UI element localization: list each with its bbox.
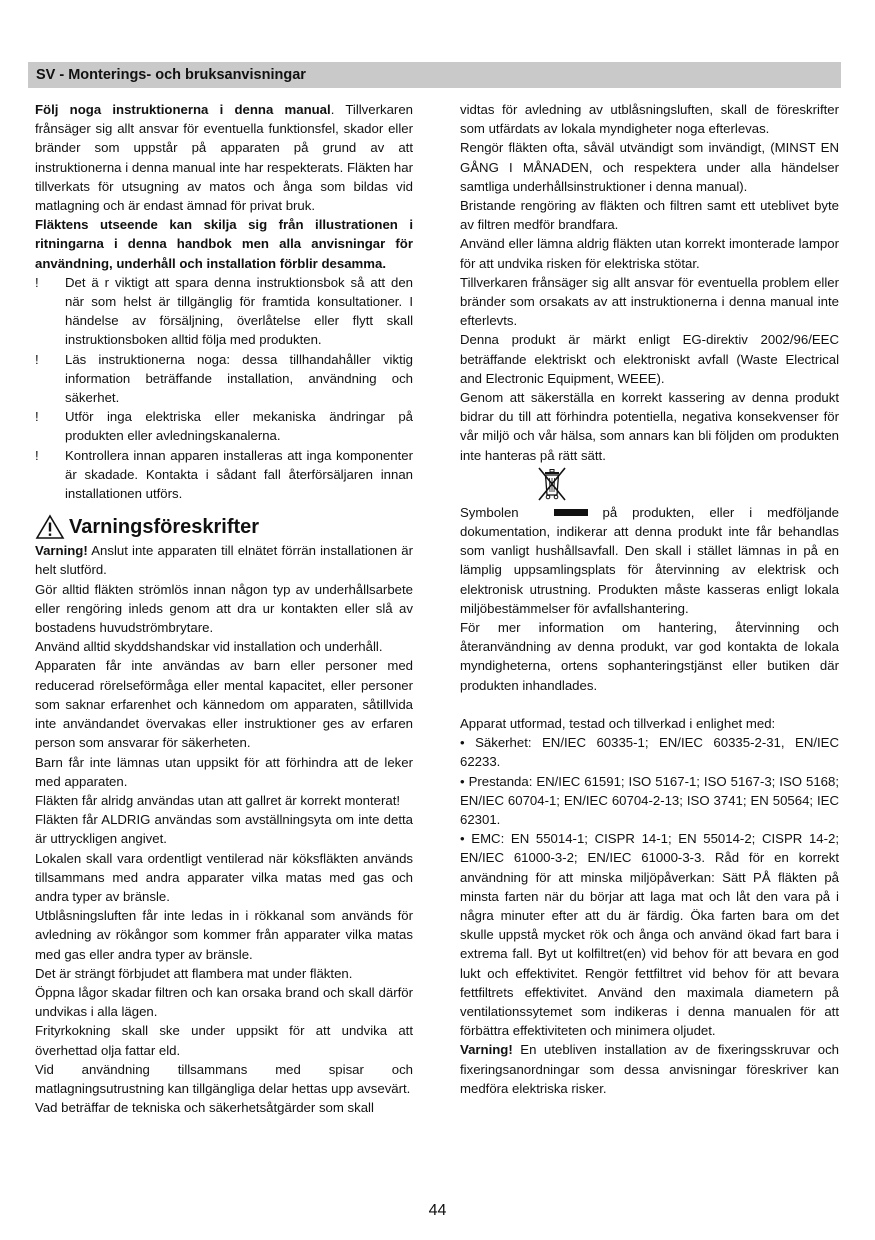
safety-paragraph: Fläkten får ALDRIG användas som avställningsyta om inte detta är uttryckligen angivet. <box>35 812 413 847</box>
weee-symbol-area <box>460 465 839 503</box>
safety-paragraph: Vad beträffar de tekniska och säkerhetsåtgärder som skall <box>35 1100 374 1116</box>
illustration-notice: Fläktens utseende kan skilja sig från illustrationen i ritningarna i denna handbok men alla anvisningar för användning, underhåll och installation förblir desamma. <box>35 217 413 271</box>
symbol-paragraph: dokumentation, indikerar att denna produkt inte får behandlas som vanligt hushållsavfall. Den skall i stället lämnas in på en lämplig uppsamlingsplats för återvinning av elektrisk och elektronisk utrustning. Produkten måste kasseras enligt lokala miljöbestämmelser för avfallshantering. <box>460 524 839 616</box>
maintenance-paragraph: vidtas för avledning av utblåsningsluften, skall de föreskrifter som utfärdats av lokala myndigheter noga efterlevas. <box>460 102 839 137</box>
bullet-item: ! Kontrollera innan apparen installeras att inga komponenter är skadade. Kontakta i sådant fall återförsäljaren innan installationen utförs. <box>35 446 413 504</box>
page-header <box>28 62 841 88</box>
left-column <box>35 100 413 1117</box>
intro-bold: Följ noga instruktionerna i denna manual <box>35 102 331 117</box>
safety-paragraph: Använd alltid skyddshandskar vid installation och underhåll. <box>35 639 383 655</box>
exclamation-icon: ! <box>35 447 39 463</box>
warning-triangle-icon <box>35 514 65 540</box>
bullet-item: ! Läs instruktionerna noga: dessa tillhandahåller viktig information beträffande installation, användning och säkerhet. <box>35 350 413 408</box>
safety-paragraph: Barn får inte lämnas utan uppsikt för att förhindra att de leker med apparaten. <box>35 754 413 789</box>
safety-paragraph: Fläkten får alridg användas utan att gallret är korrekt monterat! <box>35 792 401 808</box>
page-header-title: SV - Monterings- och bruksanvisningar <box>36 67 306 83</box>
standards-item: • Säkerhet: EN/IEC 60335-1; EN/IEC 60335-2-31, EN/IEC 62233. <box>460 735 839 770</box>
maintenance-paragraph: Bristande rengöring av fläkten och filtren samt ett uteblivet byte av filtren medför brandfara. <box>460 198 839 233</box>
exclamation-icon: ! <box>35 351 39 367</box>
safety-paragraph: Frityrkokning skall ske under uppsikt för att undvika att överhettad olja fattar eld. <box>35 1023 413 1058</box>
weee-paragraph: Genom att säkerställa en korrekt kassering av denna produkt bidrar du till att förhindra potentiella, negativa konsekvenser för vår miljö och vår hälsa, som annars kan bli följden om produkten inte hanteras på rätt sätt. <box>460 390 839 463</box>
maintenance-paragraph: Tillverkaren frånsäger sig allt ansvar för eventuella problem eller bränder som orsakats av att instruktionerna i denna manual inte efterlevts. <box>460 274 839 329</box>
standards-intro: Apparat utformad, testad och tillverkad i enlighet med: <box>460 715 776 731</box>
bullet-item: ! Utför inga elektriska eller mekaniska ändringar på produkten eller avledningskanalerna. <box>35 407 413 445</box>
right-column <box>460 100 839 1098</box>
exclamation-icon: ! <box>35 409 39 425</box>
warning-title: Varningsföreskrifter <box>69 515 260 538</box>
safety-paragraph: Utblåsningsluften får inte ledas in i rökkanal som används för avledning av rökångor som kommer från apparater vilka matas med gas eller andra typer av bränsle. <box>35 908 413 962</box>
symbol-line: Symbolen på produkten, eller i medföljande <box>460 504 839 520</box>
standards-item: • Prestanda: EN/IEC 61591; ISO 5167-1; ISO 5167-3; ISO 5168; EN/IEC 60704-1; EN/IEC 60704-2-13; ISO 3741; EN 50564; IEC 62301. <box>460 773 839 827</box>
crossed-bin-icon <box>535 465 569 503</box>
safety-paragraph: Det är strängt förbjudet att flambera mat under fläkten. <box>35 965 353 981</box>
maintenance-paragraph: Använd eller lämna aldrig fläkten utan korrekt imonterade lampor för att undvika risken för elektriska stötar. <box>460 236 839 271</box>
safety-paragraph: Lokalen skall vara ordentligt ventilerad när köksfläkten används tillsammans med andra apparater vilka matas med gas och andra typer av bränsle. <box>35 850 413 904</box>
intro-paragraph <box>35 100 413 215</box>
info-paragraph: För mer information om hantering, återvinning och återanvändning av denna produkt, var god kontakta de lokala myndigheterna, ortens sophanteringstjänst eller butiken där produkten inhandlades. <box>460 620 839 693</box>
safety-paragraph: Öppna lågor skadar filtren och kan orsaka brand och skall därför undvikas i alla lägen. <box>35 984 413 1020</box>
intro-rest: . Tillverkaren frånsäger sig allt ansvar för eventuella funktionsfel, skador eller bränder som uppstår på apparaten på grund av att instruktionerna i denna manual inte har respekterats. Fläkten har tillverkats för utsugning av matos och ånga som bildas vid matlagning och är endast ämnad för privat bruk. <box>35 102 413 214</box>
safety-paragraph: Vid användning tillsammans med spisar och matlagningsutrustning kan tillgängliga delar hettas upp avsevärt. <box>35 1061 413 1096</box>
page-number: 44 <box>428 1202 447 1219</box>
standards-item: • EMC: EN 55014-1; CISPR 14-1; EN 55014-2; CISPR 14-2; EN/IEC 61000-3-2; EN/IEC 61000-3-3. Råd för en korrekt användning för att minska miljöpåverkan: Sätt PÅ fläkten på minsta farten när du börjar att laga mat och låt den vara på i några minuter efter att du är färdig. Öka farten bara om det skulle uppstå mycket rök och ånga och använd ökad fart bara i extrema fall. Byt ut kolfiltret(en) vid behov för att bevara en god lukt och effektivitet. Rengör fettfiltret vid behov för att bevara fettfiltrets effektivitet. Använd den maximala diametern på ventilationssytemet som indikeras i denna manualen för att förbättra effektiviteten och minimera oljudet. <box>460 831 839 1039</box>
warning-heading <box>35 513 413 541</box>
bullet-item: ! Det ä r viktigt att spara denna instruktionsbok så att den när som helst är tillgänglig för framtida konsultationer. I händelse av försäljning, överlåtelse eller flytt skall instruktionsboken alltid följa med produkten. <box>35 273 413 350</box>
safety-paragraph: Apparaten får inte användas av barn eller personer med reducerad rörelseförmåga eller mental kapacitet, eller personer som saknar erfarenhet och kännedom om apparaten, såtillvida inte användandet övervakas eller instruktioner ges av erfaren person som ansvarar för säkerheten. <box>35 658 413 751</box>
safety-paragraph: Gör alltid fläkten strömlös innan någon typ av underhållsarbete eller rengöring inleds genom att dra ur kontakten eller slå av bostadens huvudströmbrytare. <box>35 581 413 636</box>
maintenance-paragraph: Rengör fläkten ofta, såväl utvändigt som invändigt, (MINST EN GÅNG I MÅNADEN, och respektera under alla händelser samtliga underhållsinstruktioner i denna manual). <box>460 140 839 194</box>
final-warning: Varning! En utebliven installation av de fixeringsskruvar och fixeringsanordningar som dessa anvisningar föreskriver kan medföra elektriska risker. <box>460 1042 839 1096</box>
weee-paragraph: Denna produkt är märkt enligt EG-direktiv 2002/96/EEC beträffande elektriskt och elektroniskt avfall (Waste Electrical and Electronic Equipment, WEEE). <box>460 332 839 386</box>
exclamation-icon: ! <box>35 274 39 290</box>
black-bar-symbol <box>554 509 588 516</box>
warning-paragraph: Varning! Anslut inte apparaten till elnätet förrän installationen är helt slutförd. <box>35 543 413 578</box>
